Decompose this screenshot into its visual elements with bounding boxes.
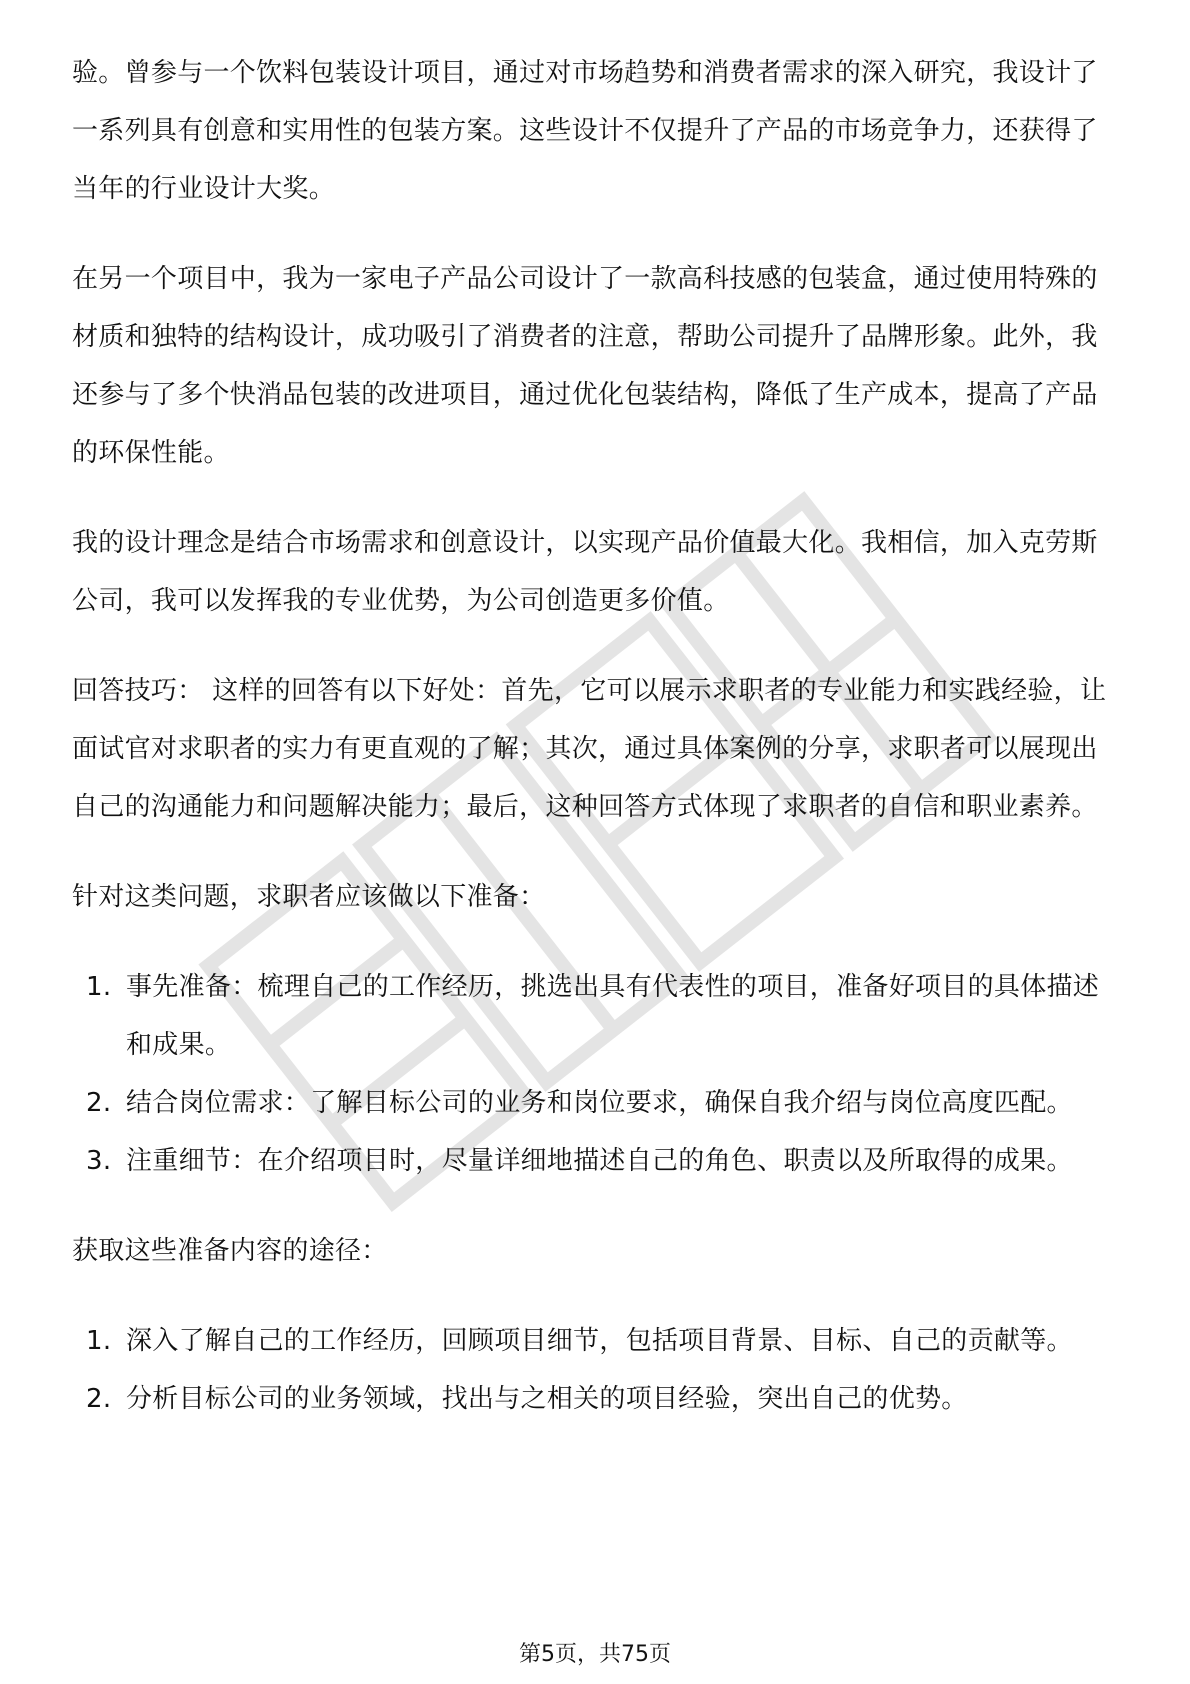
document-body bbox=[72, 44, 1118, 1460]
list-item-text: 结合岗位需求：了解目标公司的业务和岗位要求，确保自我介绍与岗位高度匹配。 bbox=[126, 1088, 1073, 1118]
list-number: 3. bbox=[86, 1146, 112, 1176]
paragraph-answer-tips: 回答技巧： 这样的回答有以下好处：首先，它可以展示求职者的专业能力和实践经验，让面试官对求职者的实力有更直观的了解；其次，通过具体案例的分享，求职者可以展现出自己的沟通能力和问题解决能力；最后，这种回答方式体现了求职者的自信和职业素养。 bbox=[72, 676, 1107, 822]
list-item-text: 事先准备：梳理自己的工作经历，挑选出具有代表性的项目，准备好项目的具体描述和成果。 bbox=[126, 972, 1100, 1060]
list-item-text: 深入了解自己的工作经历，回顾项目细节，包括项目背景、目标、自己的贡献等。 bbox=[126, 1326, 1073, 1356]
channels-heading: 获取这些准备内容的途径： bbox=[72, 1236, 388, 1266]
list-item-text: 分析目标公司的业务领域，找出与之相关的项目经验，突出自己的优势。 bbox=[126, 1384, 968, 1414]
paragraph-preparation-intro: 针对这类问题，求职者应该做以下准备： bbox=[72, 882, 546, 912]
list-item bbox=[72, 958, 1118, 1074]
list-item bbox=[72, 1074, 1118, 1132]
list-number: 2. bbox=[86, 1088, 112, 1118]
list-number: 2. bbox=[86, 1384, 112, 1414]
list-item bbox=[72, 1132, 1118, 1190]
preparation-list bbox=[72, 958, 1118, 1190]
paragraph-experience: 验。曾参与一个饮料包装设计项目，通过对市场趋势和消费者需求的深入研究，我设计了一系列具有创意和实用性的包装方案。这些设计不仅提升了产品的市场竞争力，还获得了当年的行业设计大奖。 bbox=[72, 58, 1098, 204]
list-number: 1. bbox=[86, 972, 112, 1002]
list-number: 1. bbox=[86, 1326, 112, 1356]
page-footer: 第5页，共75页 bbox=[519, 1642, 671, 1667]
list-item bbox=[72, 1312, 1118, 1370]
channels-list bbox=[72, 1312, 1118, 1428]
paragraph-design-philosophy: 我的设计理念是结合市场需求和创意设计，以实现产品价值最大化。我相信，加入克劳斯公司，我可以发挥我的专业优势，为公司创造更多价值。 bbox=[72, 528, 1098, 616]
list-item-text: 注重细节：在介绍项目时，尽量详细地描述自己的角色、职责以及所取得的成果。 bbox=[126, 1146, 1073, 1176]
paragraph-electronics-project: 在另一个项目中，我为一家电子产品公司设计了一款高科技感的包装盒，通过使用特殊的材质和独特的结构设计，成功吸引了消费者的注意，帮助公司提升了品牌形象。此外，我还参与了多个快消品包装的改进项目，通过优化包装结构，降低了生产成本，提高了产品的环保性能。 bbox=[72, 264, 1098, 468]
list-item bbox=[72, 1370, 1118, 1428]
